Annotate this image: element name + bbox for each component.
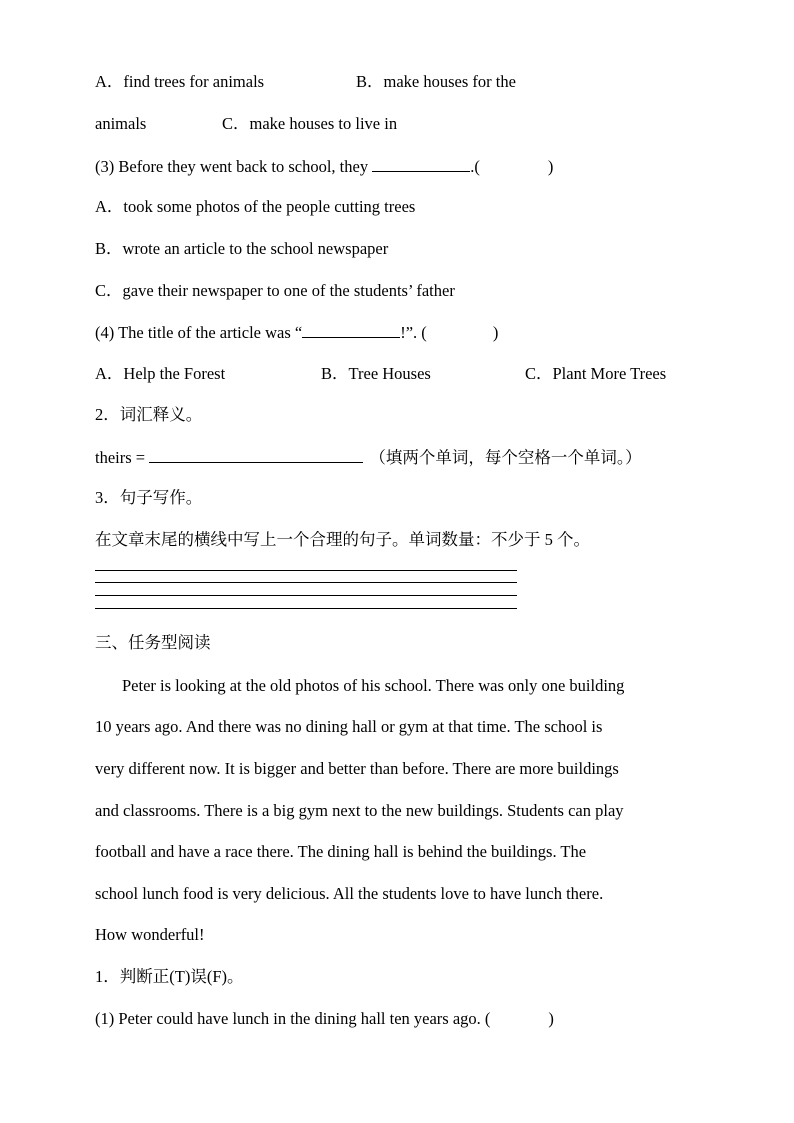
vocab-line <box>95 447 642 468</box>
question-4 <box>95 322 498 343</box>
q2-option-c: C．make houses to live in <box>222 114 398 133</box>
section-3-heading: 三、任务型阅读 <box>95 633 211 652</box>
vocab-note: （填两个单词，每个空格一个单词。） <box>369 448 642 467</box>
question-4-end: !”. ( <box>400 323 427 342</box>
q4-option-a: A．Help the Forest <box>95 364 226 383</box>
q2-option-a: A．find trees for animals <box>95 72 265 91</box>
q4-option-b: B．Tree Houses <box>321 364 431 383</box>
tf-question-1 <box>95 1009 554 1029</box>
q2-option-b-continued: animals <box>95 114 147 133</box>
answer-blank[interactable] <box>149 447 363 463</box>
vocab-lead: theirs = <box>95 448 146 467</box>
question-3 <box>95 156 553 177</box>
writing-instruction: 在文章末尾的横线中写上一个合理的句子。单词数量：不少于 5 个。 <box>95 530 590 549</box>
tf-heading: 1．判断正(T)误(F)。 <box>95 967 244 986</box>
passage-line: Peter is looking at the old photos of his school. There was only one building <box>122 676 625 695</box>
question-4-close: ) <box>492 323 499 342</box>
passage-line: football and have a race there. The dining hall is behind the buildings. The <box>95 842 587 861</box>
question-3-end: .( <box>470 157 480 176</box>
writing-line[interactable] <box>95 608 517 609</box>
answer-blank[interactable] <box>302 322 400 338</box>
passage-line: How wonderful! <box>95 925 205 944</box>
question-3-close: ) <box>547 157 554 176</box>
passage-line: and classrooms. There is a big gym next to the new buildings. Students can play <box>95 801 624 820</box>
question-4-stem: (4) The title of the article was “ <box>95 323 303 342</box>
vocab-heading: 2．词汇释义。 <box>95 405 203 424</box>
tf-question-1-text: (1) Peter could have lunch in the dining hall ten years ago. ( <box>95 1009 491 1028</box>
passage-line: very different now. It is bigger and better than before. There are more buildings <box>95 759 619 778</box>
q3-option-c: C．gave their newspaper to one of the students’ father <box>95 281 455 300</box>
q3-option-b: B．wrote an article to the school newspaper <box>95 239 389 258</box>
passage-line: 10 years ago. And there was no dining hall or gym at that time. The school is <box>95 717 603 736</box>
writing-heading: 3．句子写作。 <box>95 488 203 507</box>
tf-question-1-close: ) <box>548 1009 554 1028</box>
q3-option-a: A．took some photos of the people cutting trees <box>95 197 416 216</box>
passage-line: school lunch food is very delicious. All the students love to have lunch there. <box>95 884 604 903</box>
writing-line[interactable] <box>95 595 517 596</box>
answer-blank[interactable] <box>372 156 470 172</box>
writing-line[interactable] <box>95 570 517 571</box>
q4-option-c: C．Plant More Trees <box>525 364 667 383</box>
writing-line[interactable] <box>95 582 517 583</box>
q2-option-b: B．make houses for the <box>356 72 516 91</box>
question-3-stem: (3) Before they went back to school, they <box>95 157 369 176</box>
